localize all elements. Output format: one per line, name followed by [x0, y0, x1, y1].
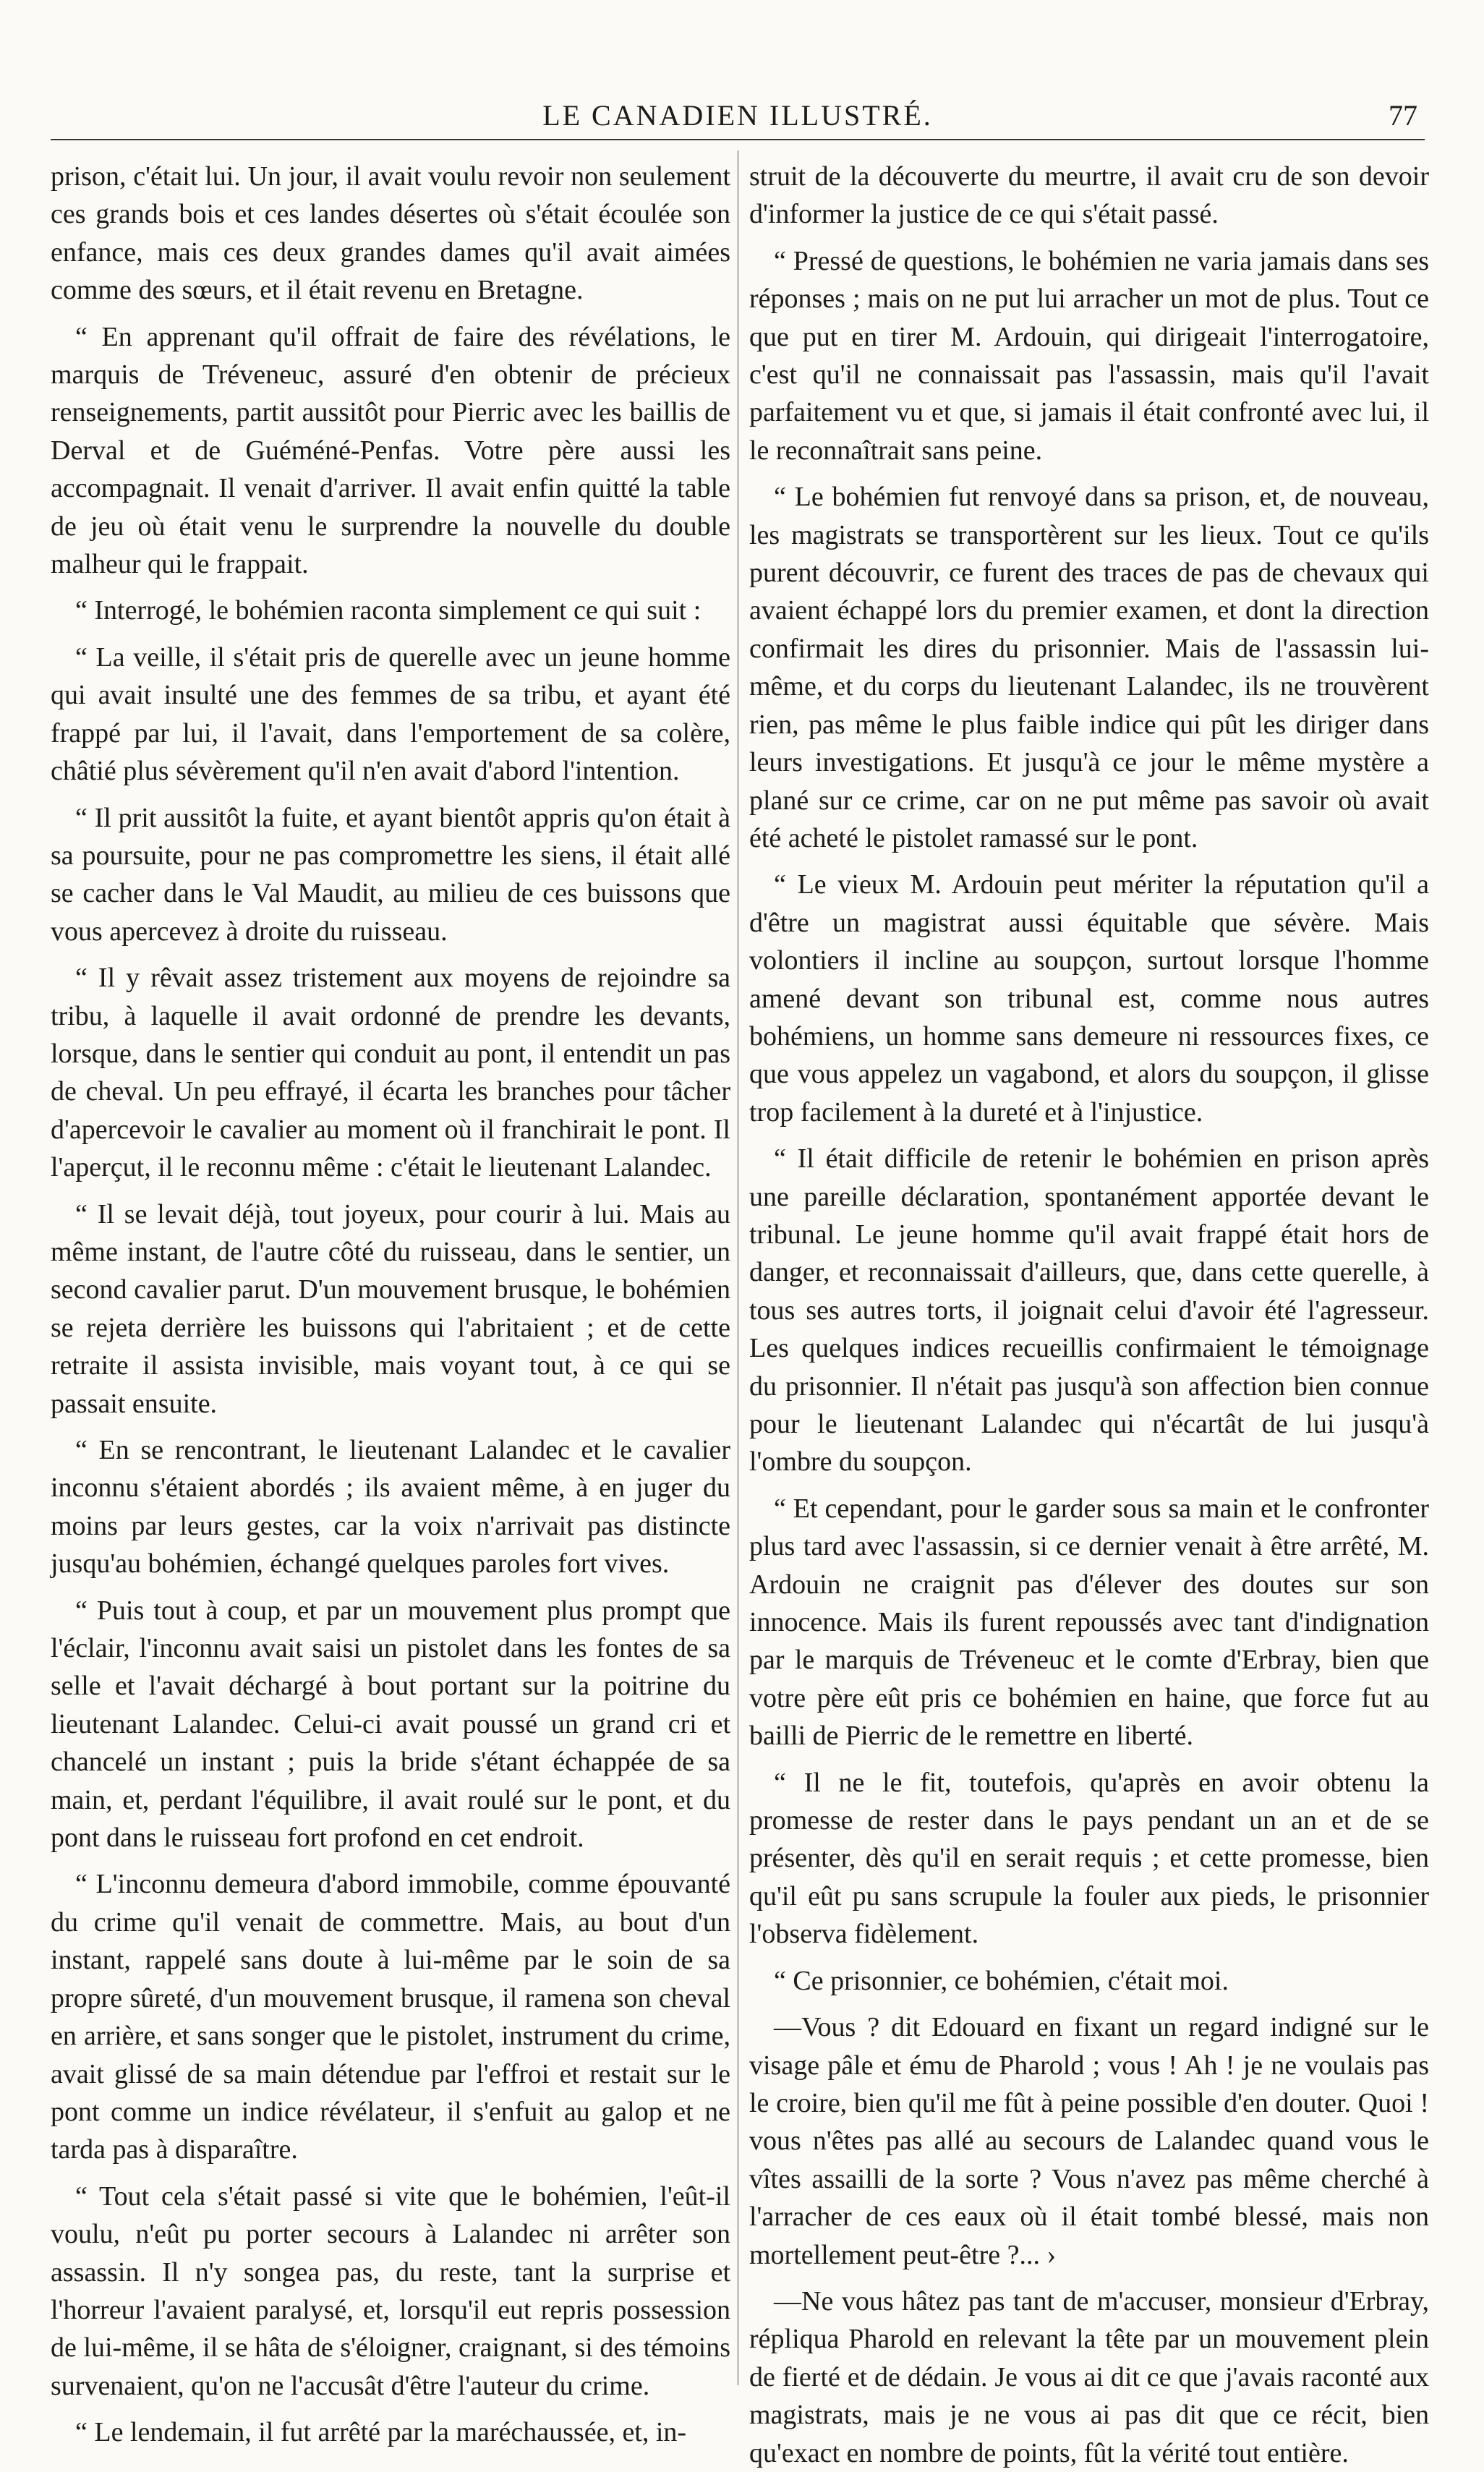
paragraph: struit de la découverte du meurtre, il avait cru de son devoir d'informer la justice de ce qui s'était passé.: [749, 161, 1429, 230]
header-rule: [51, 139, 1425, 140]
paragraph: “ Le lendemain, il fut arrêté par la maréchaussée, et, in-: [75, 2417, 687, 2448]
paragraph: “ En apprenant qu'il offrait de faire des révélations, le marquis de Tréveneuc, assuré d'en obtenir de précieux renseignements, partit aussitôt pour Pierric avec les baillis de Derval et de Guéméné-Penfas. Votre père aussi les accompagnait. Il venait d'arriver. Il avait enfin quitté la table de jeu où était venu le surprendre la nouvelle du double malheur qui le frappait.: [51, 321, 730, 580]
paragraph: “ Il y rêvait assez tristement aux moyens de rejoindre sa tribu, à laquelle il avait ordonné de prendre les devants, lorsque, dans le sentier qui conduit au pont, il entendit un pas de cheval. Un peu effrayé, il écarta les branches pour tâcher d'apercevoir le cavalier au moment où il franchirait le pont. Il l'aperçut, il le reconnu même : c'était le lieutenant Lalandec.: [51, 963, 730, 1183]
paragraph: “ Tout cela s'était passé si vite que le bohémien, l'eût-il voulu, n'eût pu porter secours à Lalandec ni arrêter son assassin. Il n'y songea pas, du reste, tant la surprise et l'horreur l'avaient paralysé, et, lorsqu'il eut repris possession de lui-même, il se hâta de s'éloigner, craignant, si des témoins survenaient, qu'on ne l'accusât d'être l'auteur du crime.: [51, 2181, 730, 2401]
paragraph: “ Il était difficile de retenir le bohémien en prison après une pareille déclaration, spontanément apportée devant le tribunal. Le jeune homme qu'il avait frappé était hors de danger, et reconnaissait d'ailleurs, que, dans cette querelle, à tous ses autres torts, il joignait celui d'avoir été l'agresseur. Les quelques indices recueillis confirmaient le témoignage du prisonnier. Il n'était pas jusqu'à son affection bien connue pour le lieutenant Lalandec qui n'écartât de lui jusqu'à l'ombre du soupçon.: [749, 1143, 1429, 1478]
paragraph: “ Il prit aussitôt la fuite, et ayant bientôt appris qu'on était à sa poursuite, pour ne pas compromettre les siens, il était allé se cacher dans le Val Maudit, au milieu de ces buissons que vous apercevez à droite du ruisseau.: [51, 802, 730, 947]
page-number: 77: [1389, 99, 1417, 132]
left-column: [51, 158, 730, 2448]
paragraph: “ La veille, il s'était pris de querelle avec un jeune homme qui avait insulté une des femmes de sa tribu, et ayant été frappé par lui, il l'avait, dans l'emportement de sa colère, châtié plus sévèrement qu'il n'en avait d'abord l'intention.: [51, 642, 730, 787]
paragraph: “ Pressé de questions, le bohémien ne varia jamais dans ses réponses ; mais on ne put lui arracher un mot de plus. Tout ce que put en tirer M. Ardouin, qui dirigeait l'interrogatoire, c'est qu'il ne connaissait pas l'assassin, mais qu'il l'avait parfaitement vu et que, si jamais il était confronté avec lui, il le reconnaîtrait sans peine.: [749, 245, 1429, 466]
paragraph: “ Il ne le fit, toutefois, qu'après en avoir obtenu la promesse de rester dans le pays pendant un an et de se présenter, dès qu'il en serait requis ; et cette promesse, bien qu'il eût pu sans scrupule la fouler aux pieds, le prisonnier l'observa fidèlement.: [749, 1767, 1429, 1950]
paragraph: “ Puis tout à coup, et par un mouvement plus prompt que l'éclair, l'inconnu avait saisi un pistolet dans les fontes de sa selle et l'avait déchargé à bout portant sur la poitrine du lieutenant Lalandec. Celui-ci avait poussé un grand cri et chancelé un instant ; puis la bride s'étant échappée de sa main, et, perdant l'équilibre, il avait roulé sur le pont, et du pont dans le ruisseau fort profond en cet endroit.: [51, 1595, 730, 1854]
paragraph: “ L'inconnu demeura d'abord immobile, comme épouvanté du crime qu'il venait de commettre. Mais, au bout d'un instant, rappelé sans doute à lui-même par le soin de sa propre sûreté, d'un mouvement brusque, il ramena son cheval en arrière, et sans songer que le pistolet, instrument du crime, avait glissé de sa main détendue par l'effroi et restait sur le pont comme un indice révélateur, il s'enfuit au galop et ne tarda pas à disparaître.: [51, 1869, 730, 2165]
paragraph: “ Il se levait déjà, tout joyeux, pour courir à lui. Mais au même instant, de l'autre côté du ruisseau, dans le sentier, un second cavalier parut. D'un mouvement brusque, le bohémien se rejeta derrière les buissons qui l'abritaient ; et de cette retraite il assista invisible, mais voyant tout, à ce qui se passait ensuite.: [51, 1198, 730, 1419]
paragraph: “ Ce prisonnier, ce bohémien, c'était moi.: [774, 1965, 1229, 1996]
page-header: [51, 94, 1425, 145]
paragraph: —Vous ? dit Edouard en fixant un regard indigné sur le visage pâle et ému de Pharold ; vous ! Ah ! je ne voulais pas le croire, bien qu'il me fût à peine possible d'en douter. Quoi ! vous n'êtes pas allé au secours de Lalandec quand vous le vîtes assailli de la sorte ? Vous n'avez pas même cherché à l'arracher de ces eaux où il était tombé blessé, mais non mortellement peut-être ?... ›: [749, 2012, 1429, 2270]
paragraph: —Ne vous hâtez pas tant de m'accuser, monsieur d'Erbray, répliqua Pharold en relevant la tête par un mouvement plein de fierté et de dédain. Je vous ai dit ce que j'avais raconté aux magistrats, mais je ne vous ai pas dit que ce récit, bien qu'exact en nombre de points, fût la vérité tout entière.: [749, 2285, 1429, 2468]
running-title: LE CANADIEN ILLUSTRÉ.: [542, 99, 933, 132]
paragraph: “ En se rencontrant, le lieutenant Lalandec et le cavalier inconnu s'étaient abordés ; ils avaient même, à en juger du moins par leurs gestes, car la voix n'arrivait pas distincte jusqu'au bohémien, échangé quelques paroles fort vives.: [51, 1435, 730, 1580]
paragraph: “ Interrogé, le bohémien raconta simplement ce qui suit :: [75, 595, 702, 626]
paragraph: “ Et cependant, pour le garder sous sa main et le confronter plus tard avec l'assassin, si ce dernier venait à être arrêté, M. Ardouin ne craignit pas d'élever des doutes sur son innocence. Mais ils furent repoussés avec tant d'indignation par le marquis de Tréveneuc et le comte d'Erbray, bien que votre père eût pris ce bohémien en haine, que force fut au bailli de Pierric de le remettre en liberté.: [749, 1493, 1429, 1752]
right-column: [749, 158, 1429, 2468]
paragraph: “ Le bohémien fut renvoyé dans sa prison, et, de nouveau, les magistrats se transportèrent sur les lieux. Tout ce qu'ils purent découvrir, ce furent des traces de pas de chevaux qui avaient échappé lors du premier examen, et dont la direction confirmait les dires du prisonnier. Mais de l'assassin lui-même, et du corps du lieutenant Lalandec, ils ne trouvèrent rien, pas même le plus faible indice qui pût les diriger dans leurs investigations. Et jusqu'à ce jour le même mystère a plané sur ce crime, car on ne put même pas savoir où avait été acheté le pistolet ramassé sur le pont.: [749, 482, 1429, 853]
paragraph: “ Le vieux M. Ardouin peut mériter la réputation qu'il a d'être un magistrat aussi équitable que sévère. Mais volontiers il incline au soupçon, surtout lorsque l'homme amené devant son tribunal est, comme nous autres bohémiens, un homme sans demeure ni ressources fixes, ce que vous appelez un vagabond, et alors du soupçon, il glisse trop facilement à la dureté et à l'injustice.: [749, 869, 1429, 1128]
paragraph: prison, c'était lui. Un jour, il avait voulu revoir non seulement ces grands bois et ces landes désertes où s'était écoulée son enfance, mais ces deux grandes dames qu'il avait aimées comme des sœurs, et il était revenu en Bretagne.: [51, 161, 730, 306]
